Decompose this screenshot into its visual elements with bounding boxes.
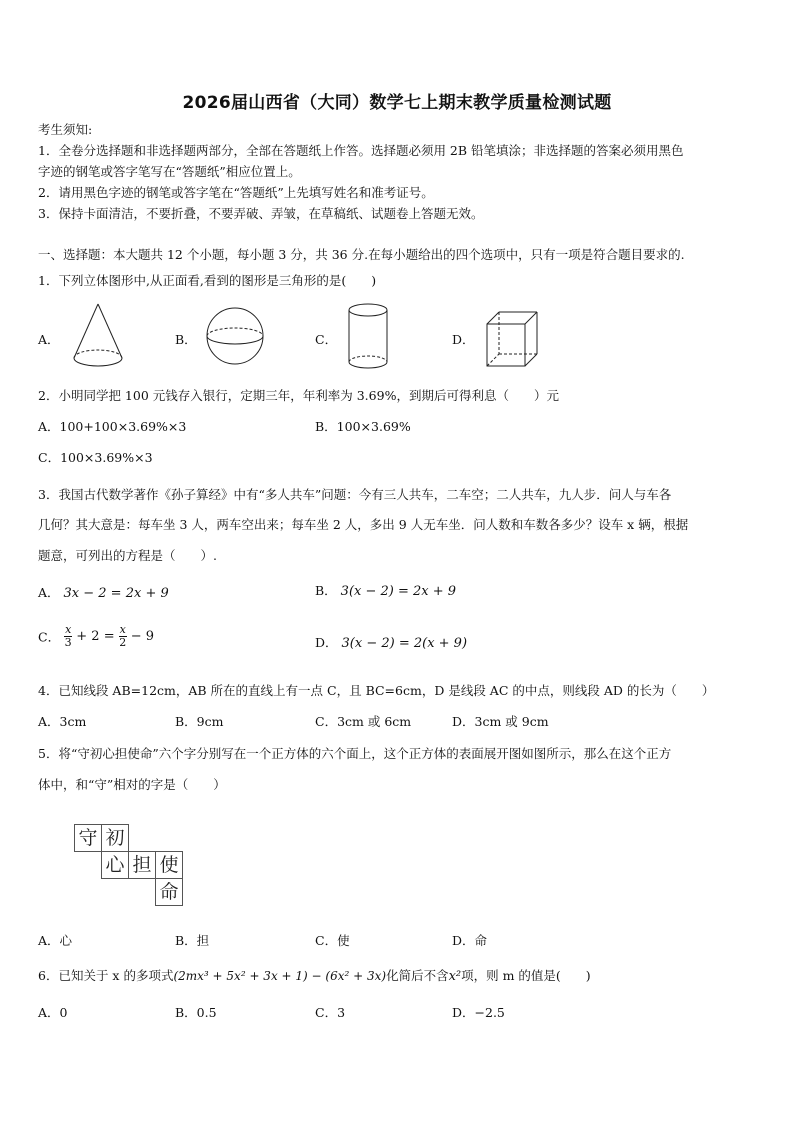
q6-option-c[interactable]: C．3 (315, 1005, 346, 1020)
notice-item: 字迹的钢笔或答字笔写在“答题纸”相应位置上。 (38, 164, 301, 179)
question-6-stem (38, 966, 591, 984)
fraction-numerator: x (119, 623, 126, 636)
sphere-icon (205, 306, 265, 366)
q3-option-a-label: A． (38, 585, 60, 600)
fraction-numerator: x (65, 623, 72, 636)
notice-item: 3．保持卡面清洁，不要折叠，不要弄破、弄皱，在草稿纸、试题卷上答题无效。 (38, 206, 484, 221)
notice-item: 2．请用黑色字迹的钢笔或答字笔在“答题纸”上先填写姓名和准考证号。 (38, 185, 434, 200)
q3-option-b[interactable] (315, 581, 456, 599)
q3-option-b-equation: 3(x − 2) = 2x + 9 (340, 584, 457, 599)
q6-stem-post: 项，则 m 的值是( ) (461, 968, 591, 983)
cuboid-icon (483, 308, 539, 370)
page-title: 2026届山西省（大同）数学七上期末教学质量检测试题 (182, 93, 612, 113)
q3-option-c[interactable] (38, 624, 154, 649)
q6-stem-mid: 化简后不含 (386, 968, 449, 983)
cone-icon (70, 302, 126, 370)
q5-option-d[interactable]: D．命 (452, 933, 488, 948)
q3-option-d-equation: 3(x − 2) = 2(x + 9) (341, 636, 468, 651)
q6-stem-pre: 6．已知关于 x 的多项式 (38, 968, 174, 983)
net-cell: 守 (74, 824, 102, 852)
q3-option-c-end: − 9 (130, 629, 155, 644)
question-5-line: 体中，和“守”相对的字是（ ） (38, 777, 226, 792)
q1-option-b[interactable]: B． (175, 332, 197, 347)
q2-option-a[interactable]: A．100+100×3.69%×3 (38, 419, 187, 434)
net-cell: 使 (155, 851, 183, 879)
question-3-line: 几何？其大意是：每车坐 3 人，两车空出来；每车坐 2 人，多出 9 人无车坐．问人数和车数各多少？设车 x 辆，根据 (38, 517, 689, 532)
notice-header: 考生须知: (38, 122, 93, 137)
q4-option-a[interactable]: A．3cm (38, 714, 87, 729)
notice-item: 1．全卷分选择题和非选择题两部分，全部在答题纸上作答。选择题必须用 2B 铅笔填涂；非选择题的答案必须用黑色 (38, 143, 684, 158)
question-5-line: 5．将“守初心担使命”六个字分别写在一个正方体的六个面上，这个正方体的表面展开图如图所示，那么在这个正方 (38, 746, 672, 761)
q6-term: x² (448, 969, 462, 984)
q3-option-b-label: B． (315, 583, 337, 598)
fraction-denominator: 3 (64, 636, 72, 649)
q5-option-b[interactable]: B．担 (175, 933, 210, 948)
q3-option-d[interactable] (315, 633, 467, 651)
q3-option-a-equation: 3x − 2 = 2x + 9 (63, 586, 169, 601)
q3-option-d-label: D． (315, 635, 338, 650)
question-3-line: 3．我国古代数学著作《孙子算经》中有“多人共车”问题：今有三人共车，二车空；二人共车，九人步．问人与车各 (38, 487, 672, 502)
q4-option-b[interactable]: B．9cm (175, 714, 224, 729)
q1-option-c[interactable]: C． (315, 332, 338, 347)
question-3-line: 题意，可列出的方程是（ ）. (38, 548, 217, 563)
fraction-denominator: 2 (119, 636, 127, 649)
question-1-stem: 1．下列立体图形中,从正面看,看到的图形是三角形的是( ) (38, 273, 377, 288)
q3-option-c-mid: + 2 = (76, 629, 115, 644)
q5-option-a[interactable]: A．心 (38, 933, 73, 948)
q6-option-a[interactable]: A．0 (38, 1005, 68, 1020)
net-cell: 心 (101, 851, 129, 879)
q6-expression: (2mx³ + 5x² + 3x + 1) − (6x² + 3x) (173, 969, 387, 983)
q4-option-c[interactable]: C．3cm 或 6cm (315, 714, 412, 729)
section-header: 一、选择题：本大题共 12 个小题，每小题 3 分，共 36 分.在每小题给出的四个选项中，只有一项是符合题目要求的. (38, 247, 685, 262)
fraction (64, 624, 72, 649)
net-cell: 初 (101, 824, 129, 852)
q2-option-c[interactable]: C．100×3.69%×3 (38, 450, 153, 465)
q3-option-c-label: C． (38, 629, 61, 645)
q6-option-d[interactable]: D．−2.5 (452, 1005, 505, 1020)
q5-option-c[interactable]: C．使 (315, 933, 350, 948)
net-cell: 担 (128, 851, 156, 879)
q3-option-a[interactable] (38, 583, 169, 601)
q2-option-b[interactable]: B．100×3.69% (315, 419, 411, 434)
cylinder-icon (345, 302, 391, 372)
q4-option-d[interactable]: D．3cm 或 9cm (452, 714, 549, 729)
q6-option-b[interactable]: B．0.5 (175, 1005, 217, 1020)
net-cell: 命 (155, 878, 183, 906)
q1-option-d[interactable]: D． (452, 332, 475, 347)
q1-option-a[interactable]: A． (38, 332, 60, 347)
question-2-stem: 2．小明同学把 100 元钱存入银行，定期三年，年利率为 3.69%，到期后可得利息（ ）元 (38, 388, 559, 403)
fraction (119, 624, 127, 649)
question-4-stem: 4．已知线段 AB=12cm，AB 所在的直线上有一点 C，且 BC=6cm，D 是线段 AC 的中点，则线段 AD 的长为（ ） (38, 683, 715, 698)
